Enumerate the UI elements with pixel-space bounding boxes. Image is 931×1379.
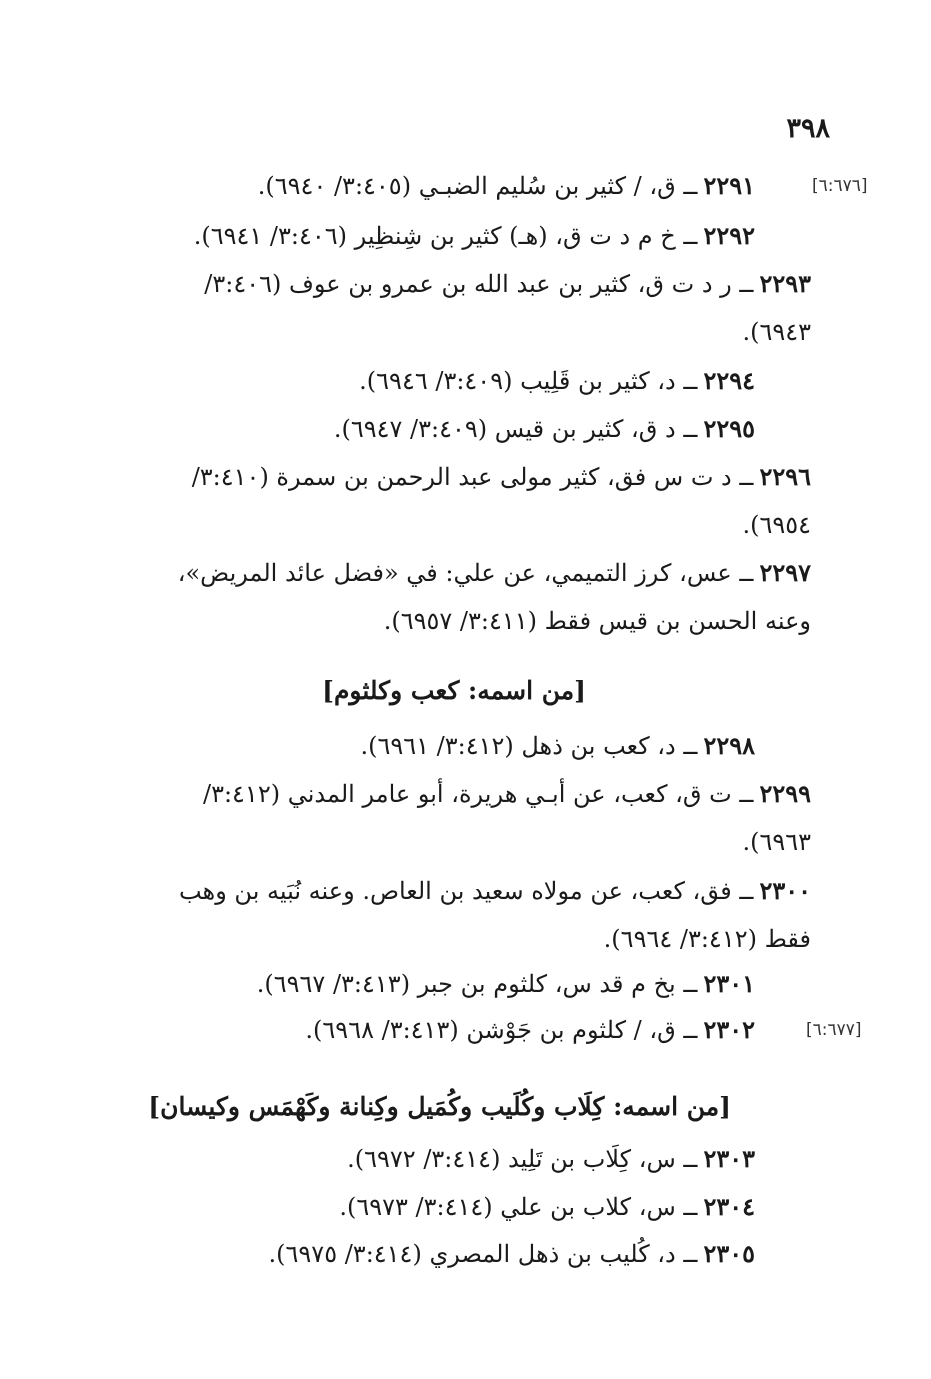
entry-2291 xyxy=(258,162,755,210)
entry-text: ــ خ م د ت ق، (هـ) كثير بن شِنظِير (٣:٤٠٦/ ٦٩٤١). xyxy=(193,222,698,250)
entry-2296 xyxy=(192,453,811,501)
entry-text: ــ ق، / كثير بن سُليم الضبـي (٣:٤٠٥/ ٦٩٤٠). xyxy=(257,172,698,200)
entry-text: ــ د، كُليب بن ذهل المصري (٣:٤١٤/ ٦٩٧٥). xyxy=(268,1240,698,1268)
entry-number: ٢٢٩٩ xyxy=(759,779,811,808)
margin-ref-1: [٦:٦٧٦] xyxy=(812,176,868,196)
section-heading-2: [من اسمه: كِلَاب وكُلَيب وكُمَيل وكِنانة وكَهْمَس وكيسان] xyxy=(148,1092,731,1121)
entry-text: ــ س، كِلَاب بن تَلِيد (٣:٤١٤/ ٦٩٧٢). xyxy=(347,1145,698,1173)
entry-number: ٢٣٠٢ xyxy=(703,1015,755,1044)
entry-number: ٢٣٠٤ xyxy=(703,1192,755,1221)
entry-text: ــ فق، كعب، عن مولاه سعيد بن العاص. وعنه نُبَيه بن وهب xyxy=(178,877,754,905)
page-number: ٣٩٨ xyxy=(786,113,830,144)
entry-2293-continuation: ٦٩٤٣). xyxy=(742,318,811,346)
entry-text: ــ عس، كرز التميمي، عن علي: في «فضل عائد المريض»، xyxy=(177,559,754,587)
entry-number: ٢٣٠١ xyxy=(703,969,755,998)
entry-text: ــ س، كلاب بن علي (٣:٤١٤/ ٦٩٧٣). xyxy=(339,1193,698,1221)
entry-2296-continuation: ٦٩٥٤). xyxy=(742,511,811,539)
entry-2300-continuation: فقط (٣:٤١٢/ ٦٩٦٤). xyxy=(603,925,811,953)
entry-2305 xyxy=(269,1230,755,1278)
entry-text: ــ د، كعب بن ذهل (٣:٤١٢/ ٦٩٦١). xyxy=(360,732,698,760)
entry-2299-continuation: ٦٩٦٣). xyxy=(742,828,811,856)
entry-number: ٢٢٩٤ xyxy=(703,366,755,395)
entry-2292 xyxy=(194,212,755,260)
entry-number: ٢٢٩٧ xyxy=(759,558,811,587)
entry-2295 xyxy=(334,405,755,453)
entry-2297-continuation: وعنه الحسن بن قيس فقط (٣:٤١١/ ٦٩٥٧). xyxy=(383,607,811,635)
entry-text: ــ ق، / كلثوم بن جَوْشن (٣:٤١٣/ ٦٩٦٨). xyxy=(305,1016,698,1044)
entry-2304 xyxy=(339,1183,755,1231)
entry-number: ٢٣٠٥ xyxy=(703,1239,755,1268)
entry-2298 xyxy=(360,722,755,770)
entry-2294 xyxy=(359,357,755,405)
entry-text: ــ د ق، كثير بن قيس (٣:٤٠٩/ ٦٩٤٧). xyxy=(333,415,698,443)
entry-number: ٢٢٩٦ xyxy=(759,462,811,491)
entry-text: ــ ر د ت ق، كثير بن عبد الله بن عمرو بن عوف (٣:٤٠٦/ xyxy=(204,270,754,298)
entry-text: ــ بخ م قد س، كلثوم بن جبر (٣:٤١٣/ ٦٩٦٧). xyxy=(256,970,698,998)
entry-2302 xyxy=(305,1006,755,1054)
entry-number: ٢٢٩١ xyxy=(703,171,755,200)
entry-2300 xyxy=(179,867,811,915)
section-heading-1: [من اسمه: كعب وكلثوم] xyxy=(322,676,586,705)
entry-text: ــ د ت س فق، كثير مولى عبد الرحمن بن سمرة (٣:٤١٠/ xyxy=(191,463,754,491)
entry-number: ٢٢٩٣ xyxy=(759,269,811,298)
entry-2293 xyxy=(204,260,811,308)
entry-number: ٢٣٠٣ xyxy=(703,1144,755,1173)
entry-number: ٢٢٩٢ xyxy=(703,221,755,250)
entry-number: ٢٣٠٠ xyxy=(759,876,811,905)
entry-2297 xyxy=(178,549,811,597)
entry-number: ٢٢٩٨ xyxy=(703,731,755,760)
margin-ref-2: [٦:٦٧٧] xyxy=(806,1020,862,1040)
entry-2301 xyxy=(257,960,755,1008)
entry-number: ٢٢٩٥ xyxy=(703,414,755,443)
entry-2299 xyxy=(203,770,811,818)
entry-text: ــ د، كثير بن قَلِيب (٣:٤٠٩/ ٦٩٤٦). xyxy=(359,367,698,395)
entry-2303 xyxy=(347,1135,755,1183)
entry-text: ــ ت ق، كعب، عن أبـي هريرة، أبو عامر المدني (٣:٤١٢/ xyxy=(202,780,754,808)
